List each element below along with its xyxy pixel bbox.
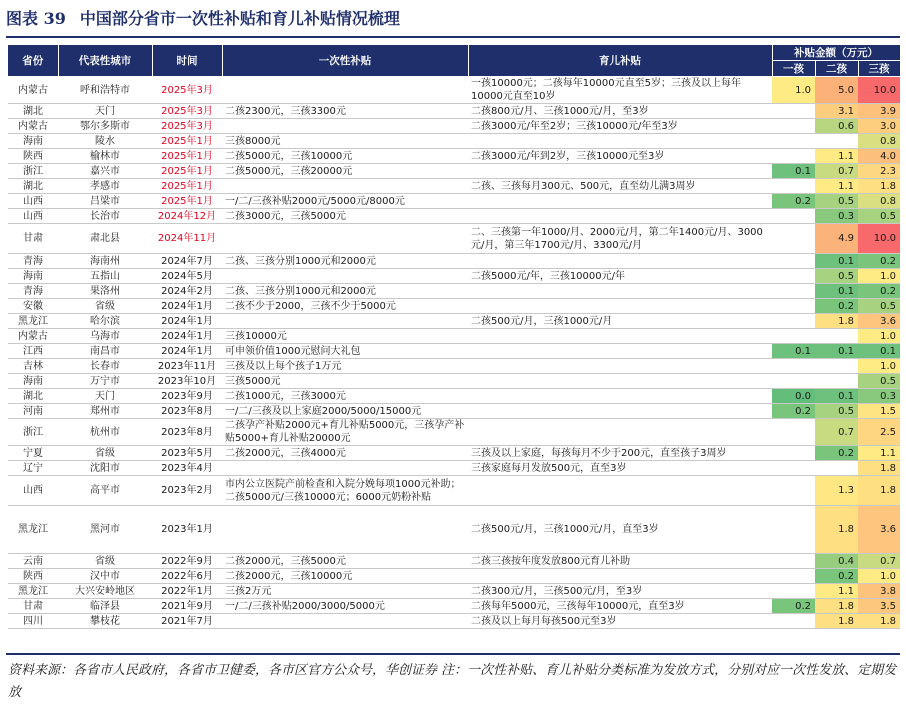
childcare-subsidy-cell — [468, 299, 772, 314]
time-cell: 2025年3月 — [152, 104, 222, 119]
city-cell: 果洛州 — [58, 284, 152, 299]
top-rule — [6, 36, 900, 38]
childcare-subsidy-cell: 二孩、三孩每月300元、500元，直至幼儿满3周岁 — [468, 179, 772, 194]
first-child-amount — [772, 359, 815, 374]
third-child-amount: 3.5 — [858, 599, 900, 614]
third-child-amount: 0.8 — [858, 134, 900, 149]
time-cell: 2024年1月 — [152, 314, 222, 329]
time-cell: 2024年12月 — [152, 209, 222, 224]
childcare-subsidy-cell — [468, 134, 772, 149]
col-third-child: 三孩 — [858, 61, 900, 77]
childcare-subsidy-cell: 二、三孩第一年1000/月、2000元/月，第二年1400元/月、3000元/月，第三年1700元/月、3300元/月 — [468, 224, 772, 254]
third-child-amount: 4.0 — [858, 149, 900, 164]
table-row — [8, 614, 900, 629]
childcare-subsidy-cell — [468, 476, 772, 506]
city-cell: 长春市 — [58, 359, 152, 374]
table-row — [8, 359, 900, 374]
province-cell: 陕西 — [8, 149, 58, 164]
first-child-amount — [772, 134, 815, 149]
one-time-subsidy-cell: 二孩5000元，三孩20000元 — [222, 164, 468, 179]
third-child-amount: 1.0 — [858, 269, 900, 284]
province-cell: 云南 — [8, 554, 58, 569]
childcare-subsidy-cell: 三孩家庭每月发放500元，直至3岁 — [468, 461, 772, 476]
second-child-amount: 0.5 — [815, 194, 858, 209]
table-row — [8, 584, 900, 599]
table-row — [8, 164, 900, 179]
city-cell: 五指山 — [58, 269, 152, 284]
second-child-amount: 3.1 — [815, 104, 858, 119]
childcare-subsidy-cell: 二孩及以上每月每孩500元至3岁 — [468, 614, 772, 629]
first-child-amount — [772, 584, 815, 599]
city-cell: 鄂尔多斯市 — [58, 119, 152, 134]
province-cell: 吉林 — [8, 359, 58, 374]
time-cell: 2024年2月 — [152, 284, 222, 299]
third-child-amount: 2.3 — [858, 164, 900, 179]
second-child-amount: 0.2 — [815, 569, 858, 584]
province-cell: 山西 — [8, 194, 58, 209]
province-cell: 安徽 — [8, 299, 58, 314]
one-time-subsidy-cell: 二孩1000元，三孩3000元 — [222, 389, 468, 404]
first-child-amount — [772, 614, 815, 629]
one-time-subsidy-cell: 二孩、三孩分别1000元和2000元 — [222, 254, 468, 269]
third-child-amount: 1.8 — [858, 476, 900, 506]
one-time-subsidy-cell: 二孩2300元，三孩3300元 — [222, 104, 468, 119]
time-cell: 2021年9月 — [152, 599, 222, 614]
one-time-subsidy-cell: 二孩2000元，三孩4000元 — [222, 446, 468, 461]
province-cell: 辽宁 — [8, 461, 58, 476]
city-cell: 黑河市 — [58, 506, 152, 554]
first-child-amount — [772, 179, 815, 194]
childcare-subsidy-cell — [468, 374, 772, 389]
second-child-amount: 0.2 — [815, 446, 858, 461]
time-cell: 2024年7月 — [152, 254, 222, 269]
first-child-amount — [772, 284, 815, 299]
first-child-amount — [772, 149, 815, 164]
table-row — [8, 329, 900, 344]
one-time-subsidy-cell: 一/二/三孩补贴2000元/5000元/8000元 — [222, 194, 468, 209]
one-time-subsidy-cell: 二孩不少于2000，三孩不少于5000元 — [222, 299, 468, 314]
second-child-amount — [815, 374, 858, 389]
time-cell: 2023年1月 — [152, 506, 222, 554]
time-cell: 2023年11月 — [152, 359, 222, 374]
third-child-amount: 1.8 — [858, 614, 900, 629]
one-time-subsidy-cell — [222, 77, 468, 104]
one-time-subsidy-cell — [222, 269, 468, 284]
time-cell: 2025年3月 — [152, 119, 222, 134]
one-time-subsidy-cell — [222, 461, 468, 476]
time-cell: 2024年5月 — [152, 269, 222, 284]
col-one-time: 一次性补贴 — [222, 45, 468, 77]
first-child-amount: 0.2 — [772, 404, 815, 419]
province-cell: 青海 — [8, 254, 58, 269]
second-child-amount: 0.4 — [815, 554, 858, 569]
province-cell: 甘肃 — [8, 599, 58, 614]
childcare-subsidy-cell: 二孩5000元/年，三孩10000元/年 — [468, 269, 772, 284]
city-cell: 海南州 — [58, 254, 152, 269]
city-cell: 临泽县 — [58, 599, 152, 614]
city-cell: 天门 — [58, 389, 152, 404]
second-child-amount: 0.1 — [815, 254, 858, 269]
city-cell: 哈尔滨 — [58, 314, 152, 329]
province-cell: 黑龙江 — [8, 314, 58, 329]
province-cell: 河南 — [8, 404, 58, 419]
third-child-amount: 1.8 — [858, 179, 900, 194]
third-child-amount: 1.0 — [858, 329, 900, 344]
city-cell: 长治市 — [58, 209, 152, 224]
table-row — [8, 419, 900, 446]
province-cell: 黑龙江 — [8, 584, 58, 599]
table-row — [8, 446, 900, 461]
time-cell: 2023年2月 — [152, 476, 222, 506]
col-province: 省份 — [8, 45, 58, 77]
table-row — [8, 149, 900, 164]
first-child-amount: 0.0 — [772, 389, 815, 404]
second-child-amount: 0.1 — [815, 344, 858, 359]
third-child-amount: 0.5 — [858, 209, 900, 224]
third-child-amount: 10.0 — [858, 224, 900, 254]
one-time-subsidy-cell: 一/二/三孩及以上家庭2000/5000/15000元 — [222, 404, 468, 419]
childcare-subsidy-cell: 二孩三孩按年度发放800元育儿补助 — [468, 554, 772, 569]
province-cell: 浙江 — [8, 164, 58, 179]
one-time-subsidy-cell: 三孩5000元 — [222, 374, 468, 389]
table-row — [8, 476, 900, 506]
first-child-amount — [772, 476, 815, 506]
table-row — [8, 569, 900, 584]
time-cell: 2022年6月 — [152, 569, 222, 584]
province-cell: 海南 — [8, 134, 58, 149]
childcare-subsidy-cell: 二孩每年5000元，三孩每年10000元，直至3岁 — [468, 599, 772, 614]
one-time-subsidy-cell: 可申领价值1000元慰问大礼包 — [222, 344, 468, 359]
childcare-subsidy-cell — [468, 569, 772, 584]
third-child-amount: 3.6 — [858, 314, 900, 329]
figure-label: 图表 39 — [6, 9, 66, 28]
time-cell: 2024年1月 — [152, 299, 222, 314]
city-cell: 嘉兴市 — [58, 164, 152, 179]
table-row — [8, 314, 900, 329]
time-cell: 2025年1月 — [152, 149, 222, 164]
one-time-subsidy-cell — [222, 314, 468, 329]
first-child-amount — [772, 506, 815, 554]
second-child-amount: 0.7 — [815, 164, 858, 179]
childcare-subsidy-cell — [468, 419, 772, 446]
first-child-amount — [772, 299, 815, 314]
province-cell: 青海 — [8, 284, 58, 299]
second-child-amount — [815, 134, 858, 149]
table-row — [8, 374, 900, 389]
city-cell: 杭州市 — [58, 419, 152, 446]
childcare-subsidy-cell: 二孩500元/月，三孩1000元/月，直至3岁 — [468, 506, 772, 554]
third-child-amount: 1.0 — [858, 359, 900, 374]
time-cell: 2023年5月 — [152, 446, 222, 461]
bottom-rule — [6, 653, 900, 655]
col-second-child: 二孩 — [815, 61, 858, 77]
table-row — [8, 554, 900, 569]
one-time-subsidy-cell: 二孩3000元，三孩5000元 — [222, 209, 468, 224]
first-child-amount — [772, 224, 815, 254]
second-child-amount: 0.3 — [815, 209, 858, 224]
first-child-amount — [772, 269, 815, 284]
table-row — [8, 284, 900, 299]
col-childcare: 育儿补贴 — [468, 45, 772, 77]
time-cell: 2023年9月 — [152, 389, 222, 404]
city-cell: 吕梁市 — [58, 194, 152, 209]
first-child-amount — [772, 104, 815, 119]
table-row — [8, 77, 900, 104]
third-child-amount: 0.3 — [858, 389, 900, 404]
first-child-amount — [772, 374, 815, 389]
time-cell: 2025年1月 — [152, 179, 222, 194]
third-child-amount: 0.2 — [858, 254, 900, 269]
one-time-subsidy-cell — [222, 179, 468, 194]
third-child-amount: 0.2 — [858, 284, 900, 299]
city-cell: 省级 — [58, 446, 152, 461]
city-cell: 孝感市 — [58, 179, 152, 194]
province-cell: 江西 — [8, 344, 58, 359]
city-cell: 天门 — [58, 104, 152, 119]
province-cell: 湖北 — [8, 389, 58, 404]
third-child-amount: 2.5 — [858, 419, 900, 446]
second-child-amount: 1.3 — [815, 476, 858, 506]
province-cell: 湖北 — [8, 179, 58, 194]
third-child-amount: 3.8 — [858, 584, 900, 599]
third-child-amount: 1.8 — [858, 461, 900, 476]
childcare-subsidy-cell — [468, 359, 772, 374]
time-cell: 2022年1月 — [152, 584, 222, 599]
childcare-subsidy-cell: 二孩800元/月、三孩1000元/月，至3岁 — [468, 104, 772, 119]
one-time-subsidy-cell — [222, 119, 468, 134]
first-child-amount — [772, 119, 815, 134]
childcare-subsidy-cell — [468, 344, 772, 359]
second-child-amount: 0.5 — [815, 269, 858, 284]
city-cell: 郑州市 — [58, 404, 152, 419]
one-time-subsidy-cell: 三孩及以上每个孩子1万元 — [222, 359, 468, 374]
city-cell: 大兴安岭地区 — [58, 584, 152, 599]
time-cell: 2023年4月 — [152, 461, 222, 476]
time-cell: 2023年8月 — [152, 404, 222, 419]
one-time-subsidy-cell: 三孩2万元 — [222, 584, 468, 599]
one-time-subsidy-cell: 二孩、三孩分别1000元和2000元 — [222, 284, 468, 299]
city-cell: 乌海市 — [58, 329, 152, 344]
subsidy-table — [8, 45, 901, 629]
childcare-subsidy-cell: 三孩及以上家庭，每孩每月不少于200元，直至孩子3周岁 — [468, 446, 772, 461]
first-child-amount: 0.2 — [772, 194, 815, 209]
first-child-amount: 1.0 — [772, 77, 815, 104]
childcare-subsidy-cell — [468, 164, 772, 179]
one-time-subsidy-cell: 二孩2000元，三孩5000元 — [222, 554, 468, 569]
one-time-subsidy-cell: 三孩10000元 — [222, 329, 468, 344]
third-child-amount: 1.5 — [858, 404, 900, 419]
province-cell: 海南 — [8, 374, 58, 389]
first-child-amount: 0.2 — [772, 599, 815, 614]
childcare-subsidy-cell: 二孩3000元/年至2岁；三孩10000元/年至3岁 — [468, 119, 772, 134]
second-child-amount — [815, 461, 858, 476]
table-row — [8, 119, 900, 134]
third-child-amount: 1.1 — [858, 446, 900, 461]
city-cell: 汉中市 — [58, 569, 152, 584]
second-child-amount: 1.8 — [815, 314, 858, 329]
page-title — [6, 6, 400, 32]
second-child-amount: 0.6 — [815, 119, 858, 134]
time-cell: 2024年11月 — [152, 224, 222, 254]
second-child-amount: 1.1 — [815, 179, 858, 194]
one-time-subsidy-cell — [222, 614, 468, 629]
province-cell: 山西 — [8, 476, 58, 506]
city-cell: 南昌市 — [58, 344, 152, 359]
third-child-amount: 10.0 — [858, 77, 900, 104]
table-row — [8, 599, 900, 614]
time-cell: 2021年7月 — [152, 614, 222, 629]
time-cell: 2022年9月 — [152, 554, 222, 569]
childcare-subsidy-cell — [468, 284, 772, 299]
table-row — [8, 104, 900, 119]
childcare-subsidy-cell — [468, 329, 772, 344]
province-cell: 黑龙江 — [8, 506, 58, 554]
third-child-amount: 0.5 — [858, 299, 900, 314]
third-child-amount: 3.6 — [858, 506, 900, 554]
province-cell: 内蒙古 — [8, 329, 58, 344]
second-child-amount: 1.1 — [815, 584, 858, 599]
third-child-amount: 1.0 — [858, 569, 900, 584]
first-child-amount — [772, 461, 815, 476]
second-child-amount: 1.1 — [815, 149, 858, 164]
province-cell: 内蒙古 — [8, 77, 58, 104]
table-row — [8, 404, 900, 419]
city-cell: 沈阳市 — [58, 461, 152, 476]
city-cell: 省级 — [58, 299, 152, 314]
second-child-amount: 0.7 — [815, 419, 858, 446]
first-child-amount: 0.1 — [772, 164, 815, 179]
one-time-subsidy-cell: 三孩8000元 — [222, 134, 468, 149]
first-child-amount — [772, 314, 815, 329]
col-city: 代表性城市 — [58, 45, 152, 77]
col-time: 时间 — [152, 45, 222, 77]
childcare-subsidy-cell: 二孩3000元/年到2岁，三孩10000元至3岁 — [468, 149, 772, 164]
first-child-amount — [772, 419, 815, 446]
city-cell: 榆林市 — [58, 149, 152, 164]
province-cell: 海南 — [8, 269, 58, 284]
time-cell: 2023年8月 — [152, 419, 222, 446]
province-cell: 浙江 — [8, 419, 58, 446]
table-row — [8, 461, 900, 476]
one-time-subsidy-cell: 二孩5000元，三孩10000元 — [222, 149, 468, 164]
city-cell: 陵水 — [58, 134, 152, 149]
one-time-subsidy-cell — [222, 506, 468, 554]
table-row — [8, 299, 900, 314]
time-cell: 2025年3月 — [152, 77, 222, 104]
province-cell: 陕西 — [8, 569, 58, 584]
table-row — [8, 179, 900, 194]
table-row — [8, 194, 900, 209]
second-child-amount: 0.2 — [815, 299, 858, 314]
first-child-amount — [772, 329, 815, 344]
one-time-subsidy-cell: 二孩孕产补贴2000元+育儿补贴5000元，三孩孕产补贴5000+育儿补贴20000元 — [222, 419, 468, 446]
table-body — [8, 77, 900, 629]
time-cell: 2025年1月 — [152, 134, 222, 149]
province-cell: 甘肃 — [8, 224, 58, 254]
childcare-subsidy-cell — [468, 194, 772, 209]
time-cell: 2024年1月 — [152, 344, 222, 359]
table-row — [8, 269, 900, 284]
second-child-amount: 0.1 — [815, 284, 858, 299]
city-cell: 省级 — [58, 554, 152, 569]
province-cell: 宁夏 — [8, 446, 58, 461]
childcare-subsidy-cell — [468, 209, 772, 224]
one-time-subsidy-cell: 二孩2000元，三孩10000元 — [222, 569, 468, 584]
third-child-amount: 3.0 — [858, 119, 900, 134]
province-cell: 内蒙古 — [8, 119, 58, 134]
third-child-amount: 0.1 — [858, 344, 900, 359]
second-child-amount: 1.8 — [815, 599, 858, 614]
table-row — [8, 134, 900, 149]
time-cell: 2025年1月 — [152, 194, 222, 209]
second-child-amount: 4.9 — [815, 224, 858, 254]
province-cell: 湖北 — [8, 104, 58, 119]
table-row — [8, 506, 900, 554]
third-child-amount: 0.8 — [858, 194, 900, 209]
one-time-subsidy-cell — [222, 224, 468, 254]
second-child-amount: 5.0 — [815, 77, 858, 104]
second-child-amount: 1.8 — [815, 614, 858, 629]
childcare-subsidy-cell: 二孩500元/月，三孩1000元/月 — [468, 314, 772, 329]
one-time-subsidy-cell: 一/二/三孩补贴2000/3000/5000元 — [222, 599, 468, 614]
city-cell: 肃北县 — [58, 224, 152, 254]
first-child-amount: 0.1 — [772, 344, 815, 359]
third-child-amount: 3.9 — [858, 104, 900, 119]
source-note: 资料来源：各省市人民政府，各省市卫健委，各市区官方公众号，华创证券 注：一次性补贴、育儿补贴分类标准为发放方式，分别对应一次性发放、定期发放 — [8, 663, 897, 700]
childcare-subsidy-cell — [468, 254, 772, 269]
first-child-amount — [772, 209, 815, 224]
table-row — [8, 254, 900, 269]
table-row — [8, 209, 900, 224]
col-first-child: 一孩 — [772, 61, 815, 77]
childcare-subsidy-cell — [468, 389, 772, 404]
second-child-amount — [815, 329, 858, 344]
table-row — [8, 224, 900, 254]
city-cell: 万宁市 — [58, 374, 152, 389]
first-child-amount — [772, 554, 815, 569]
province-cell: 四川 — [8, 614, 58, 629]
city-cell: 呼和浩特市 — [58, 77, 152, 104]
table-row — [8, 389, 900, 404]
childcare-subsidy-cell — [468, 404, 772, 419]
childcare-subsidy-cell: 一孩10000元；二孩每年10000元直至5岁；三孩及以上每年10000元直至10岁 — [468, 77, 772, 104]
first-child-amount — [772, 446, 815, 461]
time-cell: 2023年10月 — [152, 374, 222, 389]
second-child-amount: 0.5 — [815, 404, 858, 419]
city-cell: 攀枝花 — [58, 614, 152, 629]
time-cell: 2025年1月 — [152, 164, 222, 179]
first-child-amount — [772, 254, 815, 269]
second-child-amount: 0.1 — [815, 389, 858, 404]
time-cell: 2024年1月 — [152, 329, 222, 344]
first-child-amount — [772, 569, 815, 584]
city-cell: 高平市 — [58, 476, 152, 506]
figure-title: 中国部分省市一次性补贴和育儿补贴情况梳理 — [79, 9, 400, 28]
second-child-amount — [815, 359, 858, 374]
one-time-subsidy-cell: 市内公立医院产前检查和入院分娩每项1000元补助；二孩5000元/三孩10000元；6000元奶粉补贴 — [222, 476, 468, 506]
table-row — [8, 344, 900, 359]
second-child-amount: 1.8 — [815, 506, 858, 554]
col-amount-group: 补贴金额（万元） — [772, 45, 900, 61]
province-cell: 山西 — [8, 209, 58, 224]
third-child-amount: 0.7 — [858, 554, 900, 569]
third-child-amount: 0.5 — [858, 374, 900, 389]
childcare-subsidy-cell: 二孩300元/月，三孩500元/月，至3岁 — [468, 584, 772, 599]
